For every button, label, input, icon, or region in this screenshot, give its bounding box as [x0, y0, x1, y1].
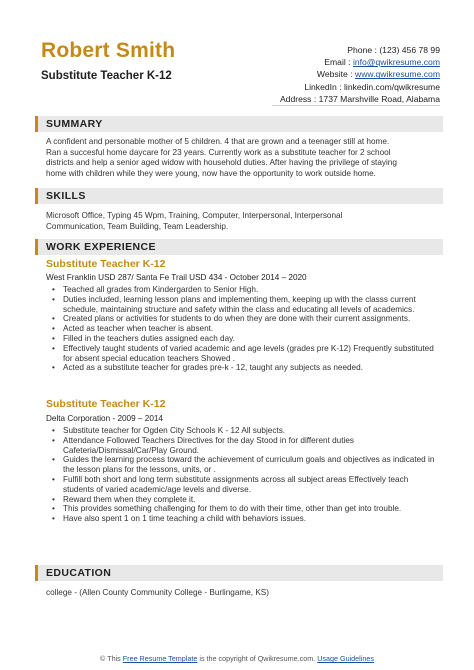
education-heading: EDUCATION: [46, 567, 112, 579]
address-label: Address :: [279, 93, 317, 104]
list-item: • Effectively taught students of varied academic and age levels (grades pre K-12) Frequently substituted for absent special education teachers Showed .: [46, 344, 438, 364]
address-value: 1737 Marshville Road, Alabama: [318, 93, 440, 104]
list-item: • Filled in the teachers duties assigned each day.: [46, 334, 438, 344]
list-item: • Teached all grades from Kindergarden to Senior High.: [46, 285, 438, 295]
job-1-bullets: [46, 285, 438, 373]
usage-guidelines-link[interactable]: Usage Guidelines: [317, 654, 374, 663]
contact-website: [200, 68, 440, 80]
summary-line: districts and help a senior aged widow with household duties. After having the privilege of staying: [46, 158, 397, 167]
list-item: • Acted as teacher when teacher is absent.: [46, 324, 438, 334]
footer: [0, 654, 474, 663]
summary-line: Ran a succesful home daycare for 23 years. Currently work as a substitute teacher for 2 school: [46, 147, 391, 157]
list-item: • This provides something challenging for them to do with their time, other than get into trouble.: [46, 504, 438, 514]
education-heading-band: [35, 565, 443, 581]
list-item: • Duties included, learning lesson plans and implementing them, keeping up with the classs current schedule, maintaining structure and safety within the class and educating all levels of academics.: [46, 295, 438, 315]
free-template-link[interactable]: Free Resume Template: [122, 654, 198, 663]
list-item: • Created plans or activities for students to do when they are done with their current assignments.: [46, 314, 438, 324]
summary-line: A confident and personable mother of 5 children. 4 that are grown and a teenager still at home.: [46, 137, 390, 146]
job-1-title: Substitute Teacher K-12: [46, 258, 166, 270]
list-item: • Reward them when they complete it.: [46, 495, 438, 505]
list-item: • Attendance Followed Teachers Directives for the day Stood in for different duties Cafeteria/Dismissal/Car/Play Ground.: [46, 436, 438, 456]
list-item: • Acted as a substitute teacher for grades pre-k - 12, taught any subjects as needed.: [46, 363, 438, 373]
education-text: college - (Allen County Community College - Burlingame, KS): [46, 588, 269, 597]
summary-heading: SUMMARY: [46, 118, 103, 130]
list-item: • Substitute teacher for Ogden City Schools K - 12 All subjects.: [46, 426, 438, 436]
list-item: • Guides the learning process toward the achievement of curriculum goals and objectives as indicated in the lesson plans for the lessons, units, or .: [46, 455, 438, 475]
footer-prefix: © This: [100, 654, 121, 663]
job-2-bullets: [46, 426, 438, 524]
website-link[interactable]: www.qwikresume.com: [354, 69, 440, 80]
skills-heading: SKILLS: [46, 190, 86, 202]
footer-middle: is the copyright of Qwikresume.com.: [199, 654, 316, 663]
summary-heading-band: [35, 116, 443, 132]
email-link[interactable]: info@qwikresume.com: [352, 57, 440, 68]
list-item: • Fulfill both short and long term substitute assignments across all subject areas Effectively teach students of varied academic/age levels and diverse.: [46, 475, 438, 495]
job-2-meta: Delta Corporation - 2009 – 2014: [46, 414, 163, 423]
job-1-meta: West Franklin USD 287/ Santa Fe Trail USD 434 - October 2014 – 2020: [46, 273, 307, 282]
contact-block: [200, 44, 440, 105]
skills-line: Communication, Team Building, Team Leadership.: [46, 221, 229, 231]
summary-text: [46, 137, 440, 179]
skills-line: Microsoft Office, Typing 45 Wpm, Training, Computer, Interpersonal, Interpersonal: [46, 211, 343, 220]
contact-email: [200, 56, 440, 68]
candidate-name: Robert Smith: [41, 39, 176, 62]
candidate-title: Substitute Teacher K-12: [41, 70, 172, 82]
contact-phone: [200, 44, 440, 56]
job-2-title: Substitute Teacher K-12: [46, 398, 166, 410]
website-label: Website :: [316, 69, 353, 80]
list-item: • Have also spent 1 on 1 time teaching a child with behaviors issues.: [46, 514, 438, 524]
skills-heading-band: [35, 188, 443, 204]
contact-divider: [272, 105, 440, 106]
skills-text: [46, 211, 440, 232]
experience-heading: WORK EXPERIENCE: [46, 241, 156, 253]
contact-linkedin: LinkedIn : linkedin.com/qwikresume: [304, 81, 440, 92]
phone-label: Phone :: [347, 45, 377, 55]
contact-address: [200, 93, 440, 105]
summary-line: home with children while they were young, now have the opportunity to work outside home.: [46, 168, 376, 178]
phone-value: (123) 456 78 99: [379, 45, 440, 55]
experience-heading-band: [35, 239, 443, 255]
email-label: Email :: [324, 57, 351, 68]
